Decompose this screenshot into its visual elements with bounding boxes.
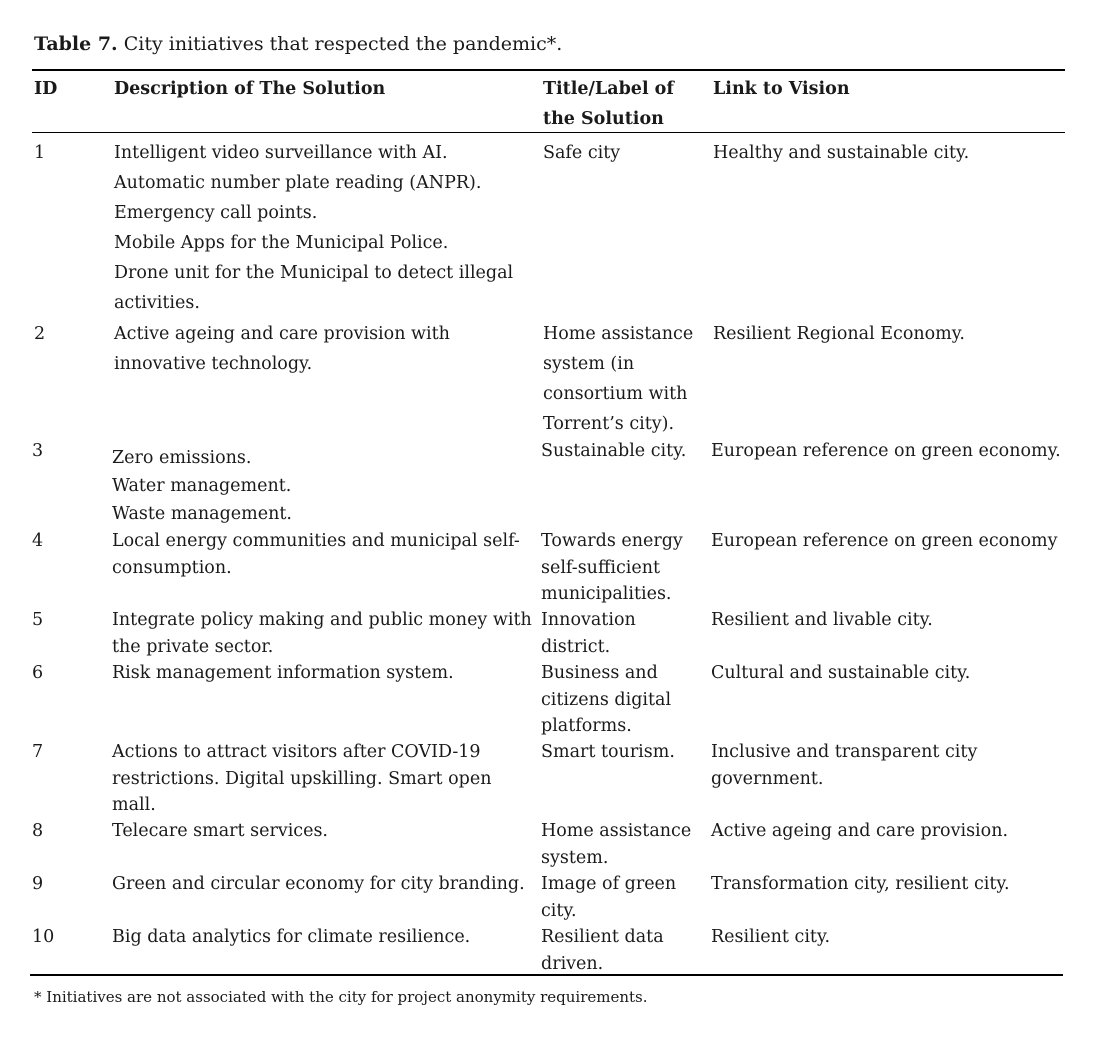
cell-title: [541, 660, 671, 740]
cell-title-line: system.: [541, 847, 609, 868]
cell-link-line: Cultural and sustainable city.: [711, 663, 971, 683]
bottom-rule: [30, 974, 1063, 976]
cell-title-line: Resilient data: [541, 927, 664, 947]
cell-title: [541, 607, 636, 660]
cell-title-line: system (in: [543, 354, 635, 374]
cell-link: [711, 739, 977, 792]
cell-title-line: municipalities.: [541, 584, 672, 604]
cell-description-line: consumption.: [112, 557, 232, 578]
header-title: [543, 74, 674, 134]
header-link-line: Link to Vision: [713, 79, 850, 99]
header-description-line: Description of The Solution: [114, 79, 386, 99]
cell-title-line: Innovation: [541, 610, 636, 630]
header-title-line: the Solution: [543, 109, 664, 129]
cell-description-line: Green and circular economy for city branding.: [112, 874, 525, 894]
cell-title-line: driven.: [541, 953, 604, 974]
cell-description: [114, 138, 513, 318]
cell-link: [711, 607, 933, 634]
cell-title-line: district.: [541, 636, 611, 657]
cell-description-line: Mobile Apps for the Municipal Police.: [114, 233, 449, 253]
cell-link-line: Active ageing and care provision.: [711, 821, 1009, 841]
cell-description-line: Actions to attract visitors after COVID-19: [112, 742, 481, 762]
top-rule: [32, 69, 1065, 71]
cell-title-line: citizens digital: [541, 689, 672, 710]
cell-link: [713, 319, 965, 349]
cell-id: 10: [32, 927, 55, 947]
header-id: ID: [34, 79, 58, 99]
cell-link: [713, 138, 969, 168]
cell-link-line: Resilient city.: [711, 927, 831, 947]
cell-description: [112, 607, 532, 660]
cell-title: [541, 924, 664, 977]
header-title-line: Title/Label of: [543, 79, 674, 99]
cell-description-line: Intelligent video surveillance with AI.: [114, 143, 448, 163]
cell-description-line: Risk management information system.: [112, 663, 454, 683]
cell-title-line: Smart tourism.: [541, 742, 675, 762]
cell-description-line: Automatic number plate reading (ANPR).: [114, 173, 482, 193]
cell-id: 5: [32, 610, 44, 630]
cell-link-line: government.: [711, 768, 824, 789]
cell-description: [112, 871, 525, 898]
cell-description-line: innovative technology.: [114, 354, 313, 374]
cell-title-line: Home assistance: [541, 821, 692, 841]
header-link: [713, 74, 850, 104]
cell-title: [541, 739, 675, 766]
cell-link-line: Resilient Regional Economy.: [713, 324, 965, 344]
table-footnote: * Initiatives are not associated with the city for project anonymity requirements.: [34, 988, 648, 1006]
header-rule: [32, 132, 1065, 133]
cell-description-line: Local energy communities and municipal self-: [112, 531, 520, 551]
cell-description-line: mall.: [112, 795, 156, 815]
table-title: City initiatives that respected the pandemic*.: [123, 33, 563, 55]
cell-description: [112, 528, 520, 581]
cell-title-line: Safe city: [543, 143, 621, 163]
cell-link-line: Healthy and sustainable city.: [713, 143, 970, 163]
cell-link: [711, 924, 830, 951]
cell-title-line: city.: [541, 900, 577, 921]
cell-description-line: Telecare smart services.: [112, 821, 328, 841]
cell-title: [541, 818, 691, 871]
cell-title: [541, 528, 683, 608]
cell-title-line: Business and: [541, 663, 658, 683]
cell-id: 6: [32, 663, 44, 683]
cell-description: [114, 319, 450, 379]
cell-link-line: Resilient and livable city.: [711, 610, 933, 630]
cell-description-line: Zero emissions.: [112, 448, 252, 468]
cell-link-line: Transformation city, resilient city.: [711, 874, 1010, 894]
cell-link-line: European reference on green economy.: [711, 441, 1061, 461]
cell-title: [543, 319, 693, 439]
cell-description-line: Drone unit for the Municipal to detect illegal: [114, 263, 514, 283]
cell-id: 4: [32, 531, 44, 551]
cell-id: 8: [32, 821, 44, 841]
cell-title: [543, 138, 620, 168]
table-label: Table 7.: [34, 33, 118, 55]
cell-title: [541, 438, 686, 465]
cell-link: [711, 660, 970, 687]
cell-description-line: Integrate policy making and public money with: [112, 610, 532, 630]
cell-id: 7: [32, 742, 44, 762]
cell-link: [711, 528, 1058, 555]
cell-id: 9: [32, 874, 44, 894]
cell-link-line: Inclusive and transparent city: [711, 742, 978, 762]
cell-description-line: restrictions. Digital upskilling. Smart open: [112, 768, 492, 789]
header-description: [114, 74, 385, 104]
cell-title-line: Home assistance: [543, 324, 694, 344]
cell-link: [711, 871, 1010, 898]
cell-link: [711, 438, 1061, 465]
cell-description-line: Emergency call points.: [114, 203, 318, 223]
cell-description-line: activities.: [114, 293, 200, 313]
cell-description: [112, 660, 454, 687]
cell-description-line: Water management.: [112, 476, 292, 496]
cell-description: [112, 924, 470, 951]
cell-title-line: Image of green: [541, 874, 677, 894]
cell-title-line: platforms.: [541, 716, 632, 736]
cell-title: [541, 871, 676, 924]
cell-id: 2: [34, 324, 46, 344]
cell-title-line: Towards energy: [541, 531, 683, 551]
cell-id: 1: [34, 143, 46, 163]
cell-link-line: European reference on green economy: [711, 531, 1058, 551]
cell-title-line: consortium with: [543, 384, 688, 404]
cell-title-line: self-sufficient: [541, 557, 661, 578]
cell-description-line: Waste management.: [112, 504, 292, 524]
cell-description: [112, 818, 328, 845]
cell-description-line: Active ageing and care provision with: [114, 324, 450, 344]
cell-link: [711, 818, 1008, 845]
table-caption: [34, 30, 562, 58]
cell-description: [112, 444, 292, 528]
cell-description-line: Big data analytics for climate resilience.: [112, 927, 471, 947]
cell-description: [112, 739, 491, 819]
cell-title-line: Torrent’s city).: [543, 414, 675, 434]
cell-description-line: the private sector.: [112, 636, 274, 657]
cell-title-line: Sustainable city.: [541, 441, 687, 461]
cell-id: 3: [32, 441, 44, 461]
